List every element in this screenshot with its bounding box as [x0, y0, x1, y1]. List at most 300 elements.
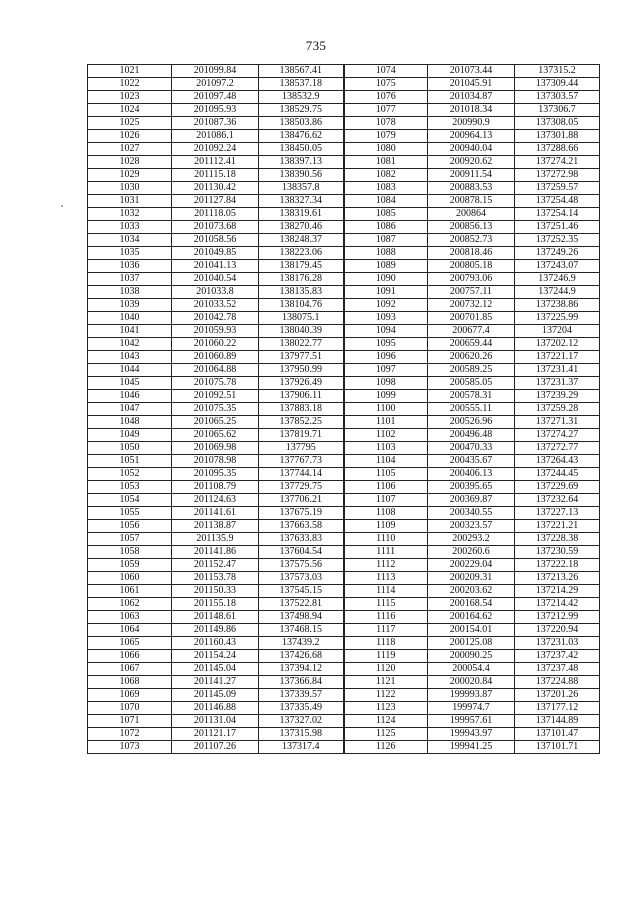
- table-row: [88, 312, 600, 325]
- x-coordinate-cell: 201040.54: [172, 273, 259, 286]
- y-coordinate-cell: 137274.21: [515, 156, 600, 169]
- table-row: [88, 143, 600, 156]
- point-id-cell: 1029: [88, 169, 172, 182]
- point-id-cell: 1038: [88, 286, 172, 299]
- x-coordinate-cell: 199974.7: [428, 702, 515, 715]
- table-row: [88, 221, 600, 234]
- y-coordinate-cell: 138135.83: [259, 286, 344, 299]
- y-coordinate-cell: 137202.12: [515, 338, 600, 351]
- coordinates-table-body: [88, 65, 600, 754]
- table-row: [88, 286, 600, 299]
- point-id-cell: 1125: [344, 728, 428, 741]
- table-row: [88, 403, 600, 416]
- x-coordinate-cell: 201065.62: [172, 429, 259, 442]
- y-coordinate-cell: 137308.05: [515, 117, 600, 130]
- x-coordinate-cell: 201160.43: [172, 637, 259, 650]
- y-coordinate-cell: 137288.66: [515, 143, 600, 156]
- table-row: [88, 455, 600, 468]
- x-coordinate-cell: 201045.91: [428, 78, 515, 91]
- table-row: [88, 247, 600, 260]
- table-row: [88, 351, 600, 364]
- x-coordinate-cell: 201145.04: [172, 663, 259, 676]
- y-coordinate-cell: 137950.99: [259, 364, 344, 377]
- x-coordinate-cell: 201107.26: [172, 741, 259, 754]
- y-coordinate-cell: 137317.4: [259, 741, 344, 754]
- table-row: [88, 676, 600, 689]
- point-id-cell: 1028: [88, 156, 172, 169]
- y-coordinate-cell: 137246.9: [515, 273, 600, 286]
- point-id-cell: 1070: [88, 702, 172, 715]
- x-coordinate-cell: 201130.42: [172, 182, 259, 195]
- y-coordinate-cell: 137231.41: [515, 364, 600, 377]
- y-coordinate-cell: 137309.44: [515, 78, 600, 91]
- x-coordinate-cell: 200395.65: [428, 481, 515, 494]
- y-coordinate-cell: 137883.18: [259, 403, 344, 416]
- x-coordinate-cell: 200054.4: [428, 663, 515, 676]
- point-id-cell: 1035: [88, 247, 172, 260]
- point-id-cell: 1059: [88, 559, 172, 572]
- table-row: [88, 689, 600, 702]
- x-coordinate-cell: 199941.25: [428, 741, 515, 754]
- x-coordinate-cell: 201086.1: [172, 130, 259, 143]
- table-row: [88, 611, 600, 624]
- point-id-cell: 1126: [344, 741, 428, 754]
- y-coordinate-cell: 137221.21: [515, 520, 600, 533]
- point-id-cell: 1030: [88, 182, 172, 195]
- y-coordinate-cell: 137214.29: [515, 585, 600, 598]
- table-row: [88, 650, 600, 663]
- point-id-cell: 1112: [344, 559, 428, 572]
- y-coordinate-cell: 137231.03: [515, 637, 600, 650]
- table-row: [88, 299, 600, 312]
- point-id-cell: 1064: [88, 624, 172, 637]
- table-row: [88, 104, 600, 117]
- point-id-cell: 1116: [344, 611, 428, 624]
- y-coordinate-cell: 138532.9: [259, 91, 344, 104]
- point-id-cell: 1069: [88, 689, 172, 702]
- y-coordinate-cell: 137706.21: [259, 494, 344, 507]
- point-id-cell: 1082: [344, 169, 428, 182]
- y-coordinate-cell: 137224.88: [515, 676, 600, 689]
- point-id-cell: 1110: [344, 533, 428, 546]
- y-coordinate-cell: 138179.45: [259, 260, 344, 273]
- x-coordinate-cell: 201078.98: [172, 455, 259, 468]
- x-coordinate-cell: 201073.44: [428, 65, 515, 78]
- x-coordinate-cell: 201049.85: [172, 247, 259, 260]
- point-id-cell: 1098: [344, 377, 428, 390]
- y-coordinate-cell: 137238.86: [515, 299, 600, 312]
- y-coordinate-cell: 137272.77: [515, 442, 600, 455]
- table-row: [88, 507, 600, 520]
- y-coordinate-cell: 137204: [515, 325, 600, 338]
- point-id-cell: 1054: [88, 494, 172, 507]
- y-coordinate-cell: 137729.75: [259, 481, 344, 494]
- x-coordinate-cell: 201141.86: [172, 546, 259, 559]
- x-coordinate-cell: 200154.01: [428, 624, 515, 637]
- y-coordinate-cell: 137426.68: [259, 650, 344, 663]
- y-coordinate-cell: 137977.51: [259, 351, 344, 364]
- table-row: [88, 702, 600, 715]
- x-coordinate-cell: 200526.96: [428, 416, 515, 429]
- point-id-cell: 1083: [344, 182, 428, 195]
- point-id-cell: 1045: [88, 377, 172, 390]
- y-coordinate-cell: 137251.46: [515, 221, 600, 234]
- point-id-cell: 1047: [88, 403, 172, 416]
- y-coordinate-cell: 137271.31: [515, 416, 600, 429]
- x-coordinate-cell: 201041.13: [172, 260, 259, 273]
- x-coordinate-cell: 201124.63: [172, 494, 259, 507]
- point-id-cell: 1067: [88, 663, 172, 676]
- y-coordinate-cell: 138319.61: [259, 208, 344, 221]
- x-coordinate-cell: 200209.31: [428, 572, 515, 585]
- y-coordinate-cell: 138075.1: [259, 312, 344, 325]
- x-coordinate-cell: 200125.08: [428, 637, 515, 650]
- point-id-cell: 1095: [344, 338, 428, 351]
- y-coordinate-cell: 137575.56: [259, 559, 344, 572]
- table-row: [88, 572, 600, 585]
- y-coordinate-cell: 138357.8: [259, 182, 344, 195]
- point-id-cell: 1108: [344, 507, 428, 520]
- x-coordinate-cell: 200620.26: [428, 351, 515, 364]
- x-coordinate-cell: 200940.04: [428, 143, 515, 156]
- y-coordinate-cell: 137675.19: [259, 507, 344, 520]
- point-id-cell: 1106: [344, 481, 428, 494]
- point-id-cell: 1078: [344, 117, 428, 130]
- x-coordinate-cell: 201042.78: [172, 312, 259, 325]
- y-coordinate-cell: 137259.57: [515, 182, 600, 195]
- point-id-cell: 1026: [88, 130, 172, 143]
- y-coordinate-cell: 137394.12: [259, 663, 344, 676]
- x-coordinate-cell: 201118.05: [172, 208, 259, 221]
- x-coordinate-cell: 201153.78: [172, 572, 259, 585]
- x-coordinate-cell: 200990.9: [428, 117, 515, 130]
- y-coordinate-cell: 137221.17: [515, 351, 600, 364]
- point-id-cell: 1084: [344, 195, 428, 208]
- y-coordinate-cell: 138567.41: [259, 65, 344, 78]
- x-coordinate-cell: 201138.87: [172, 520, 259, 533]
- point-id-cell: 1105: [344, 468, 428, 481]
- point-id-cell: 1123: [344, 702, 428, 715]
- x-coordinate-cell: 201059.93: [172, 325, 259, 338]
- y-coordinate-cell: 137439.2: [259, 637, 344, 650]
- x-coordinate-cell: 201064.88: [172, 364, 259, 377]
- y-coordinate-cell: 137227.13: [515, 507, 600, 520]
- point-id-cell: 1115: [344, 598, 428, 611]
- y-coordinate-cell: 137201.26: [515, 689, 600, 702]
- y-coordinate-cell: 138476.62: [259, 130, 344, 143]
- table-row: [88, 390, 600, 403]
- scan-speck: [61, 205, 63, 207]
- table-row: [88, 325, 600, 338]
- y-coordinate-cell: 137177.12: [515, 702, 600, 715]
- point-id-cell: 1100: [344, 403, 428, 416]
- x-coordinate-cell: 200818.46: [428, 247, 515, 260]
- y-coordinate-cell: 137232.64: [515, 494, 600, 507]
- point-id-cell: 1037: [88, 273, 172, 286]
- table-row: [88, 468, 600, 481]
- x-coordinate-cell: 201075.78: [172, 377, 259, 390]
- x-coordinate-cell: 200757.11: [428, 286, 515, 299]
- x-coordinate-cell: 201069.98: [172, 442, 259, 455]
- point-id-cell: 1080: [344, 143, 428, 156]
- y-coordinate-cell: 137315.98: [259, 728, 344, 741]
- table-row: [88, 442, 600, 455]
- y-coordinate-cell: 137228.38: [515, 533, 600, 546]
- table-row: [88, 156, 600, 169]
- x-coordinate-cell: 201099.84: [172, 65, 259, 78]
- y-coordinate-cell: 137767.73: [259, 455, 344, 468]
- y-coordinate-cell: 138270.46: [259, 221, 344, 234]
- x-coordinate-cell: 200369.87: [428, 494, 515, 507]
- point-id-cell: 1088: [344, 247, 428, 260]
- point-id-cell: 1032: [88, 208, 172, 221]
- table-row: [88, 429, 600, 442]
- point-id-cell: 1114: [344, 585, 428, 598]
- point-id-cell: 1034: [88, 234, 172, 247]
- x-coordinate-cell: 201154.24: [172, 650, 259, 663]
- point-id-cell: 1097: [344, 364, 428, 377]
- point-id-cell: 1075: [344, 78, 428, 91]
- point-id-cell: 1033: [88, 221, 172, 234]
- x-coordinate-cell: 200920.62: [428, 156, 515, 169]
- table-row: [88, 624, 600, 637]
- y-coordinate-cell: 138104.76: [259, 299, 344, 312]
- table-row: [88, 715, 600, 728]
- point-id-cell: 1023: [88, 91, 172, 104]
- point-id-cell: 1039: [88, 299, 172, 312]
- point-id-cell: 1058: [88, 546, 172, 559]
- x-coordinate-cell: 200168.54: [428, 598, 515, 611]
- point-id-cell: 1111: [344, 546, 428, 559]
- table-row: [88, 117, 600, 130]
- point-id-cell: 1040: [88, 312, 172, 325]
- x-coordinate-cell: 201033.8: [172, 286, 259, 299]
- point-id-cell: 1051: [88, 455, 172, 468]
- point-id-cell: 1117: [344, 624, 428, 637]
- point-id-cell: 1053: [88, 481, 172, 494]
- y-coordinate-cell: 138397.13: [259, 156, 344, 169]
- x-coordinate-cell: 201141.27: [172, 676, 259, 689]
- x-coordinate-cell: 201148.61: [172, 611, 259, 624]
- x-coordinate-cell: 201095.35: [172, 468, 259, 481]
- table-row: [88, 260, 600, 273]
- point-id-cell: 1096: [344, 351, 428, 364]
- y-coordinate-cell: 137339.57: [259, 689, 344, 702]
- point-id-cell: 1122: [344, 689, 428, 702]
- point-id-cell: 1081: [344, 156, 428, 169]
- table-row: [88, 130, 600, 143]
- x-coordinate-cell: 201152.47: [172, 559, 259, 572]
- y-coordinate-cell: 137852.25: [259, 416, 344, 429]
- point-id-cell: 1049: [88, 429, 172, 442]
- x-coordinate-cell: 201058.56: [172, 234, 259, 247]
- y-coordinate-cell: 137244.9: [515, 286, 600, 299]
- point-id-cell: 1074: [344, 65, 428, 78]
- table-row: [88, 663, 600, 676]
- x-coordinate-cell: 200677.4: [428, 325, 515, 338]
- point-id-cell: 1104: [344, 455, 428, 468]
- point-id-cell: 1055: [88, 507, 172, 520]
- y-coordinate-cell: 137264.43: [515, 455, 600, 468]
- y-coordinate-cell: 137220.94: [515, 624, 600, 637]
- x-coordinate-cell: 201060.22: [172, 338, 259, 351]
- y-coordinate-cell: 137213.26: [515, 572, 600, 585]
- table-row: [88, 91, 600, 104]
- point-id-cell: 1024: [88, 104, 172, 117]
- x-coordinate-cell: 200864: [428, 208, 515, 221]
- point-id-cell: 1043: [88, 351, 172, 364]
- table-row: [88, 533, 600, 546]
- point-id-cell: 1071: [88, 715, 172, 728]
- x-coordinate-cell: 200659.44: [428, 338, 515, 351]
- table-row: [88, 728, 600, 741]
- x-coordinate-cell: 200911.54: [428, 169, 515, 182]
- x-coordinate-cell: 200406.13: [428, 468, 515, 481]
- y-coordinate-cell: 137254.48: [515, 195, 600, 208]
- point-id-cell: 1077: [344, 104, 428, 117]
- point-id-cell: 1086: [344, 221, 428, 234]
- point-id-cell: 1042: [88, 338, 172, 351]
- point-id-cell: 1091: [344, 286, 428, 299]
- x-coordinate-cell: 199943.97: [428, 728, 515, 741]
- x-coordinate-cell: 200852.73: [428, 234, 515, 247]
- table-row: [88, 585, 600, 598]
- coordinates-table: [87, 64, 600, 754]
- x-coordinate-cell: 201121.17: [172, 728, 259, 741]
- x-coordinate-cell: 201150.33: [172, 585, 259, 598]
- table-row: [88, 182, 600, 195]
- x-coordinate-cell: 201131.04: [172, 715, 259, 728]
- y-coordinate-cell: 138327.34: [259, 195, 344, 208]
- x-coordinate-cell: 201149.86: [172, 624, 259, 637]
- point-id-cell: 1056: [88, 520, 172, 533]
- point-id-cell: 1062: [88, 598, 172, 611]
- y-coordinate-cell: 137249.26: [515, 247, 600, 260]
- table-row: [88, 377, 600, 390]
- point-id-cell: 1068: [88, 676, 172, 689]
- y-coordinate-cell: 137906.11: [259, 390, 344, 403]
- x-coordinate-cell: 200856.13: [428, 221, 515, 234]
- x-coordinate-cell: 201060.89: [172, 351, 259, 364]
- table-row: [88, 741, 600, 754]
- point-id-cell: 1061: [88, 585, 172, 598]
- table-row: [88, 481, 600, 494]
- table-row: [88, 234, 600, 247]
- y-coordinate-cell: 137101.47: [515, 728, 600, 741]
- point-id-cell: 1027: [88, 143, 172, 156]
- y-coordinate-cell: 137366.84: [259, 676, 344, 689]
- point-id-cell: 1046: [88, 390, 172, 403]
- point-id-cell: 1044: [88, 364, 172, 377]
- x-coordinate-cell: 200090.25: [428, 650, 515, 663]
- y-coordinate-cell: 137214.42: [515, 598, 600, 611]
- x-coordinate-cell: 200805.18: [428, 260, 515, 273]
- x-coordinate-cell: 200578.31: [428, 390, 515, 403]
- point-id-cell: 1041: [88, 325, 172, 338]
- point-id-cell: 1063: [88, 611, 172, 624]
- x-coordinate-cell: 201097.2: [172, 78, 259, 91]
- x-coordinate-cell: 200435.67: [428, 455, 515, 468]
- y-coordinate-cell: 137306.7: [515, 104, 600, 117]
- y-coordinate-cell: 137545.15: [259, 585, 344, 598]
- y-coordinate-cell: 138450.05: [259, 143, 344, 156]
- x-coordinate-cell: 200589.25: [428, 364, 515, 377]
- y-coordinate-cell: 138022.77: [259, 338, 344, 351]
- x-coordinate-cell: 201112.41: [172, 156, 259, 169]
- point-id-cell: 1119: [344, 650, 428, 663]
- y-coordinate-cell: 137573.03: [259, 572, 344, 585]
- y-coordinate-cell: 137633.83: [259, 533, 344, 546]
- table-row: [88, 598, 600, 611]
- x-coordinate-cell: 201145.09: [172, 689, 259, 702]
- table-row: [88, 273, 600, 286]
- x-coordinate-cell: 201108.79: [172, 481, 259, 494]
- point-id-cell: 1099: [344, 390, 428, 403]
- point-id-cell: 1101: [344, 416, 428, 429]
- x-coordinate-cell: 201065.25: [172, 416, 259, 429]
- y-coordinate-cell: 137604.54: [259, 546, 344, 559]
- table-row: [88, 78, 600, 91]
- point-id-cell: 1072: [88, 728, 172, 741]
- point-id-cell: 1120: [344, 663, 428, 676]
- table-row: [88, 494, 600, 507]
- x-coordinate-cell: 200964.13: [428, 130, 515, 143]
- table-row: [88, 169, 600, 182]
- point-id-cell: 1109: [344, 520, 428, 533]
- x-coordinate-cell: 200883.53: [428, 182, 515, 195]
- point-id-cell: 1076: [344, 91, 428, 104]
- x-coordinate-cell: 200260.6: [428, 546, 515, 559]
- x-coordinate-cell: 201033.52: [172, 299, 259, 312]
- point-id-cell: 1025: [88, 117, 172, 130]
- page-number: 735: [305, 38, 327, 53]
- x-coordinate-cell: 201095.93: [172, 104, 259, 117]
- x-coordinate-cell: 201141.61: [172, 507, 259, 520]
- y-coordinate-cell: 138529.75: [259, 104, 344, 117]
- x-coordinate-cell: 200496.48: [428, 429, 515, 442]
- y-coordinate-cell: 137212.99: [515, 611, 600, 624]
- x-coordinate-cell: 201075.35: [172, 403, 259, 416]
- point-id-cell: 1102: [344, 429, 428, 442]
- x-coordinate-cell: 200878.15: [428, 195, 515, 208]
- table-row: [88, 65, 600, 78]
- x-coordinate-cell: 200555.11: [428, 403, 515, 416]
- y-coordinate-cell: 137243.07: [515, 260, 600, 273]
- point-id-cell: 1089: [344, 260, 428, 273]
- point-id-cell: 1048: [88, 416, 172, 429]
- x-coordinate-cell: 199993.87: [428, 689, 515, 702]
- point-id-cell: 1121: [344, 676, 428, 689]
- x-coordinate-cell: 200340.55: [428, 507, 515, 520]
- y-coordinate-cell: 137222.18: [515, 559, 600, 572]
- point-id-cell: 1057: [88, 533, 172, 546]
- x-coordinate-cell: 201018.34: [428, 104, 515, 117]
- x-coordinate-cell: 201073.68: [172, 221, 259, 234]
- point-id-cell: 1066: [88, 650, 172, 663]
- y-coordinate-cell: 137237.48: [515, 663, 600, 676]
- x-coordinate-cell: 201127.84: [172, 195, 259, 208]
- point-id-cell: 1090: [344, 273, 428, 286]
- y-coordinate-cell: 138390.56: [259, 169, 344, 182]
- point-id-cell: 1118: [344, 637, 428, 650]
- table-row: [88, 416, 600, 429]
- point-id-cell: 1073: [88, 741, 172, 754]
- y-coordinate-cell: 137244.45: [515, 468, 600, 481]
- point-id-cell: 1085: [344, 208, 428, 221]
- y-coordinate-cell: 137303.57: [515, 91, 600, 104]
- point-id-cell: 1021: [88, 65, 172, 78]
- x-coordinate-cell: 201092.51: [172, 390, 259, 403]
